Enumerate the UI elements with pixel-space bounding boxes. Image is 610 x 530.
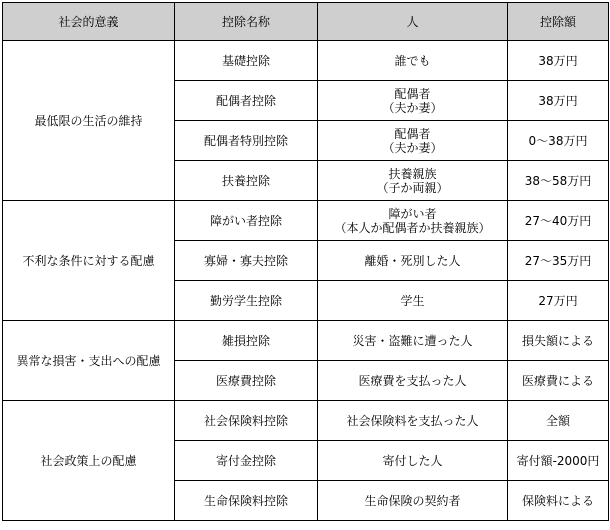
amount-cell: 保険料による	[508, 481, 609, 521]
header-deduction-name: 控除名称	[175, 3, 318, 41]
deduction-name-cell: 雑損控除	[175, 321, 318, 361]
deduction-name-cell: 生命保険料控除	[175, 481, 318, 521]
deduction-name-cell: 障がい者控除	[175, 201, 318, 241]
person-cell: 医療費を支払った人	[318, 361, 508, 401]
purpose-cell: 最低限の生活の維持	[3, 41, 175, 201]
amount-cell: 38万円	[508, 41, 609, 81]
table-body	[3, 41, 609, 521]
person-cell: 社会保険料を支払った人	[318, 401, 508, 441]
table-row	[3, 401, 609, 441]
person-cell: 扶養親族 （子か両親）	[318, 161, 508, 201]
purpose-cell: 不利な条件に対する配慮	[3, 201, 175, 321]
deduction-name-cell: 扶養控除	[175, 161, 318, 201]
deduction-name-cell: 配偶者特別控除	[175, 121, 318, 161]
amount-cell: 38～58万円	[508, 161, 609, 201]
table-row	[3, 41, 609, 81]
deduction-name-cell: 医療費控除	[175, 361, 318, 401]
deduction-name-cell: 勤労学生控除	[175, 281, 318, 321]
person-cell: 配偶者 （夫か妻）	[318, 81, 508, 121]
table-row	[3, 201, 609, 241]
header-row	[3, 3, 609, 41]
amount-cell: 27万円	[508, 281, 609, 321]
deduction-name-cell: 基礎控除	[175, 41, 318, 81]
person-cell: 障がい者 （本人か配偶者か扶養親族）	[318, 201, 508, 241]
header-amount: 控除額	[508, 3, 609, 41]
person-cell: 寄付した人	[318, 441, 508, 481]
amount-cell: 寄付額-2000円	[508, 441, 609, 481]
amount-cell: 27～40万円	[508, 201, 609, 241]
purpose-cell: 異常な損害・支出への配慮	[3, 321, 175, 401]
deduction-name-cell: 寄付金控除	[175, 441, 318, 481]
person-cell: 学生	[318, 281, 508, 321]
deduction-name-cell: 社会保険料控除	[175, 401, 318, 441]
deduction-name-cell: 寡婦・寡夫控除	[175, 241, 318, 281]
purpose-cell: 社会政策上の配慮	[3, 401, 175, 521]
deduction-name-cell: 配偶者控除	[175, 81, 318, 121]
person-cell: 生命保険の契約者	[318, 481, 508, 521]
header-person: 人	[318, 3, 508, 41]
amount-cell: 27～35万円	[508, 241, 609, 281]
person-cell: 災害・盗難に遭った人	[318, 321, 508, 361]
amount-cell: 医療費による	[508, 361, 609, 401]
table-header	[3, 3, 609, 41]
amount-cell: 38万円	[508, 81, 609, 121]
person-cell: 離婚・死別した人	[318, 241, 508, 281]
person-cell: 誰でも	[318, 41, 508, 81]
header-purpose: 社会的意義	[3, 3, 175, 41]
deduction-table	[2, 2, 609, 521]
amount-cell: 全額	[508, 401, 609, 441]
amount-cell: 損失額による	[508, 321, 609, 361]
table-row	[3, 321, 609, 361]
person-cell: 配偶者 （夫か妻）	[318, 121, 508, 161]
amount-cell: 0～38万円	[508, 121, 609, 161]
